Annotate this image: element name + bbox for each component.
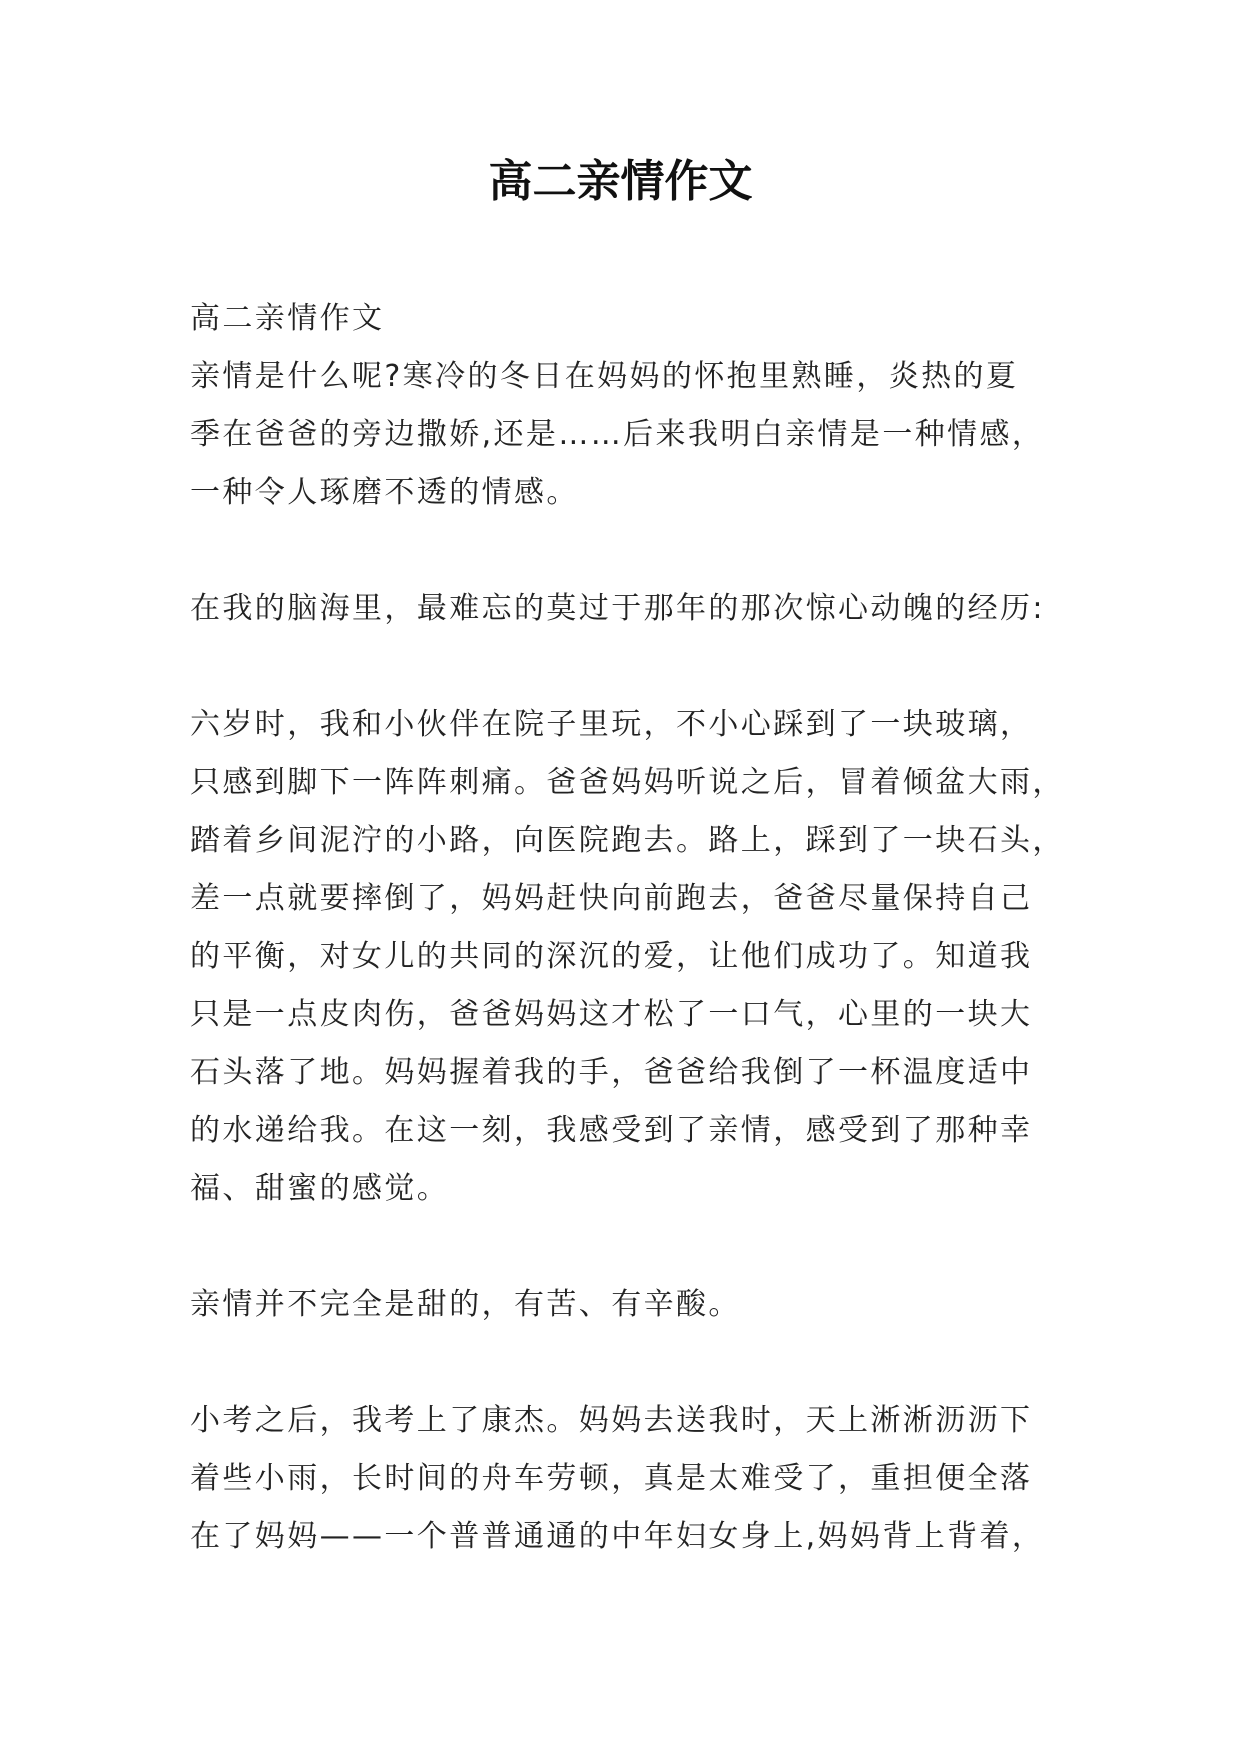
text-line: 一种令人琢磨不透的情感。 <box>190 475 579 510</box>
text-line: 在我的脑海里，最难忘的莫过于那年的那次惊心动魄的经历: <box>190 591 1045 626</box>
document-title: 高二亲情作文 <box>488 156 753 207</box>
paragraph-gap <box>190 1218 1060 1276</box>
document-body <box>190 290 1065 1566</box>
text-line: 着些小雨，长时间的舟车劳顿，真是太难受了，重担便全落 <box>190 1461 1033 1496</box>
text-line: 的水递给我。在这一刻，我感受到了亲情，感受到了那种幸 <box>190 1113 1033 1148</box>
text-line: 差一点就要摔倒了，妈妈赶快向前跑去，爸爸尽量保持自己 <box>190 881 1033 916</box>
text-line: 踏着乡间泥泞的小路，向医院跑去。路上，踩到了一块石头， <box>190 823 1065 858</box>
paragraph-gap <box>190 1334 1060 1392</box>
body-heading-line: 高二亲情作文 <box>190 301 385 336</box>
text-line: 六岁时，我和小伙伴在院子里玩，不小心踩到了一块玻璃， <box>190 707 1033 742</box>
text-line: 在了妈妈——一个普普通通的中年妇女身上,妈妈背上背着， <box>190 1519 1045 1554</box>
text-line: 只是一点皮肉伤，爸爸妈妈这才松了一口气，心里的一块大 <box>190 997 1033 1032</box>
text-line: 只感到脚下一阵阵刺痛。爸爸妈妈听说之后，冒着倾盆大雨， <box>190 765 1065 800</box>
text-line: 亲情是什么呢?寒冷的冬日在妈妈的怀抱里熟睡，炎热的夏 <box>190 359 1019 394</box>
text-line: 季在爸爸的旁边撒娇,还是……后来我明白亲情是一种情感， <box>190 417 1045 452</box>
text-line: 的平衡，对女儿的共同的深沉的爱，让他们成功了。知道我 <box>190 939 1033 974</box>
text-line: 福、甜蜜的感觉。 <box>190 1171 450 1206</box>
text-line: 亲情并不完全是甜的，有苦、有辛酸。 <box>190 1287 741 1322</box>
paragraph-gap <box>190 522 1060 580</box>
text-line: 小考之后，我考上了康杰。妈妈去送我时，天上淅淅沥沥下 <box>190 1403 1033 1438</box>
paragraph-gap <box>190 638 1060 696</box>
text-line: 石头落了地。妈妈握着我的手，爸爸给我倒了一杯温度适中 <box>190 1055 1033 1090</box>
